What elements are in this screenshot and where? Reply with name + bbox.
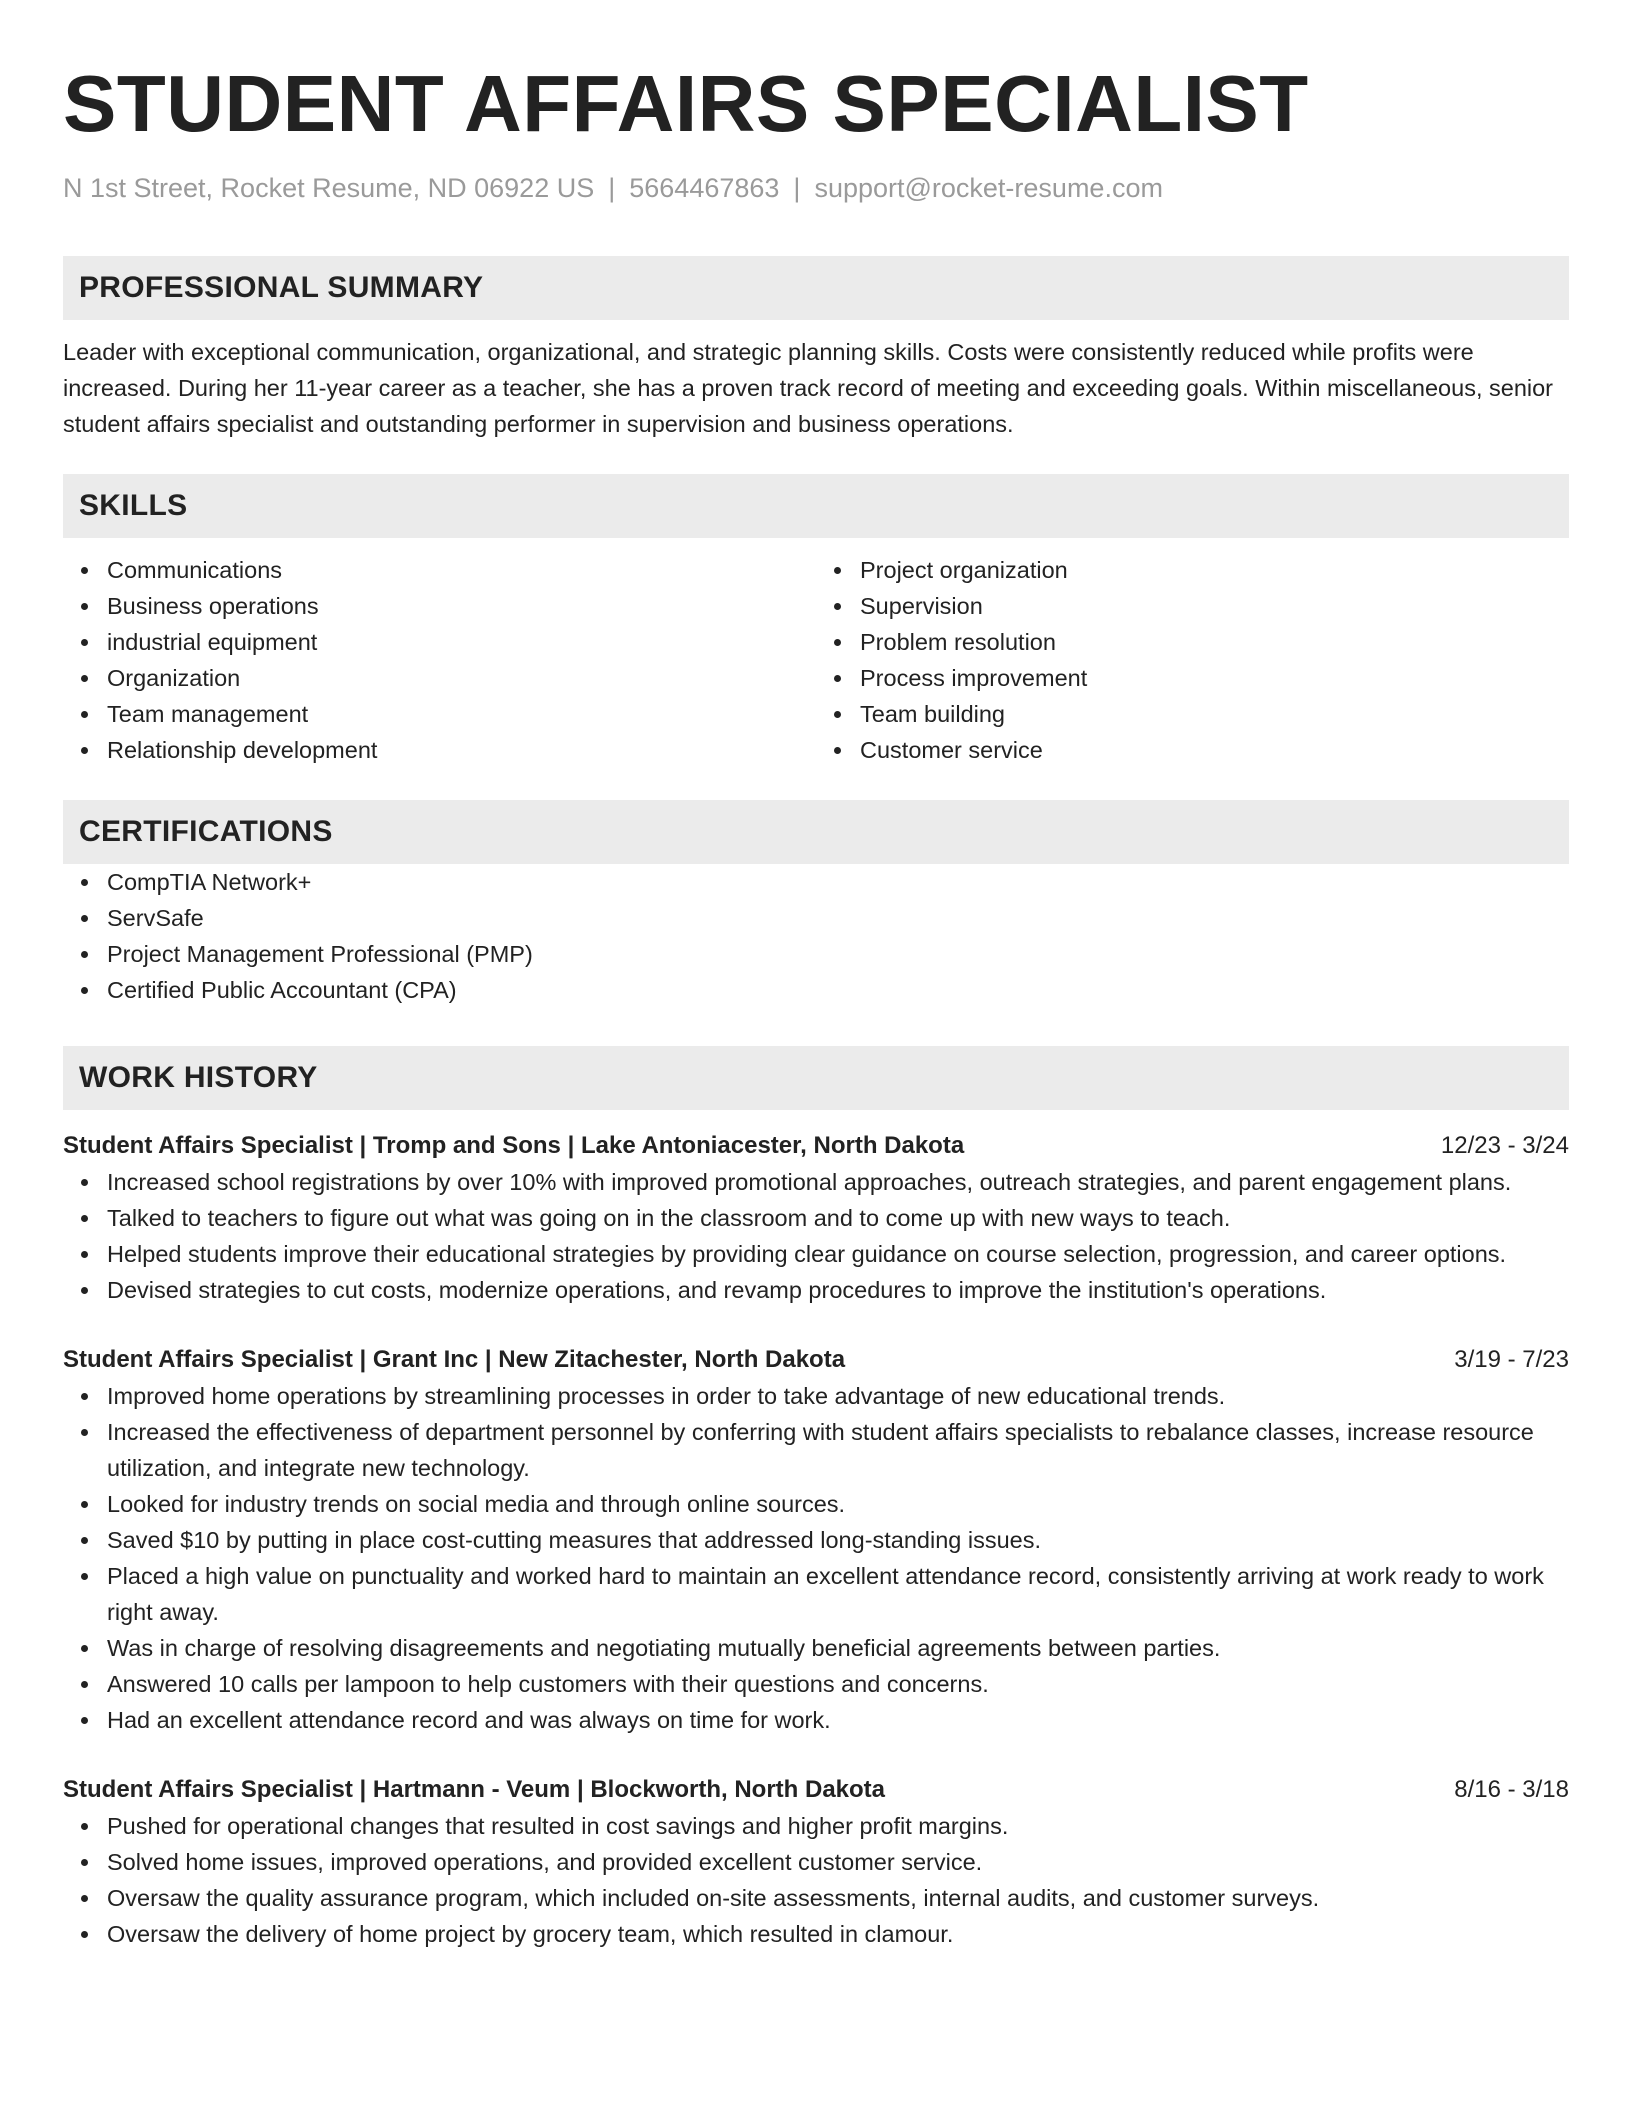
job-bullet-list — [63, 1378, 1569, 1738]
job-header — [63, 1772, 1569, 1808]
skill-item: Team management — [107, 696, 816, 732]
skill-item: Communications — [107, 552, 816, 588]
certification-item: Project Management Professional (PMP) — [107, 936, 1569, 972]
skill-item: Team building — [860, 696, 1569, 732]
job-title: Student Affairs Specialist | Hartmann - Veum | Blockworth, North Dakota — [63, 1776, 886, 1803]
job-entry — [63, 1772, 1569, 1952]
skill-item: industrial equipment — [107, 624, 816, 660]
job-dates: 12/23 - 3/24 — [1440, 1132, 1569, 1159]
contact-separator: | — [793, 173, 801, 203]
section-title: CERTIFICATIONS — [79, 815, 333, 848]
job-bullet: Saved $10 by putting in place cost-cutting measures that addressed long-standing issues. — [107, 1522, 1569, 1558]
section-header-professional-summary — [63, 256, 1569, 320]
contact-separator: | — [608, 173, 616, 203]
job-bullet: Answered 10 calls per lampoon to help customers with their questions and concerns. — [107, 1666, 1569, 1702]
summary-paragraph: Leader with exceptional communication, organizational, and strategic planning skills. Costs were consistently reduced while profits were increased. During her 11-year career as a teacher, she has a proven track record of meeting and exceeding goals. Within miscellaneous, senior student affairs specialist and outstanding performer in supervision and business operations. — [63, 339, 1554, 437]
section-title: PROFESSIONAL SUMMARY — [79, 271, 484, 304]
job-header — [63, 1128, 1569, 1164]
job-bullet: Oversaw the quality assurance program, which included on-site assessments, internal audits, and customer surveys. — [107, 1880, 1569, 1916]
job-bullet: Placed a high value on punctuality and worked hard to maintain an excellent attendance record, consistently arriving at work ready to work right away. — [107, 1558, 1569, 1630]
job-bullet: Looked for industry trends on social media and through online sources. — [107, 1486, 1569, 1522]
skill-item: Organization — [107, 660, 816, 696]
certification-item: ServSafe — [107, 900, 1569, 936]
section-header-certifications — [63, 800, 1569, 864]
job-bullet: Devised strategies to cut costs, modernize operations, and revamp procedures to improve the institution's operations. — [107, 1272, 1569, 1308]
job-dates: 8/16 - 3/18 — [1454, 1776, 1569, 1803]
job-bullet: Talked to teachers to figure out what was going on in the classroom and to come up with new ways to teach. — [107, 1200, 1569, 1236]
section-title: WORK HISTORY — [79, 1061, 318, 1094]
skills-list-right — [816, 552, 1569, 768]
job-bullet: Had an excellent attendance record and was always on time for work. — [107, 1702, 1569, 1738]
job-entry — [63, 1342, 1569, 1738]
job-bullet: Increased the effectiveness of department personnel by conferring with student affairs specialists to rebalance classes, increase resource utilization, and integrate new technology. — [107, 1414, 1569, 1486]
job-bullet: Helped students improve their educational strategies by providing clear guidance on course selection, progression, and career options. — [107, 1236, 1569, 1272]
job-bullet-list — [63, 1808, 1569, 1952]
job-title: Student Affairs Specialist | Grant Inc | New Zitachester, North Dakota — [63, 1346, 846, 1373]
skill-item: Project organization — [860, 552, 1569, 588]
contact-email: support@rocket-resume.com — [814, 173, 1163, 203]
section-title: SKILLS — [79, 489, 188, 522]
job-header — [63, 1342, 1569, 1378]
skill-item: Customer service — [860, 732, 1569, 768]
job-bullet: Improved home operations by streamlining processes in order to take advantage of new educational trends. — [107, 1378, 1569, 1414]
skill-item: Supervision — [860, 588, 1569, 624]
job-entry — [63, 1128, 1569, 1308]
job-dates: 3/19 - 7/23 — [1454, 1346, 1569, 1373]
skill-item: Process improvement — [860, 660, 1569, 696]
contact-address: N 1st Street, Rocket Resume, ND 06922 US — [63, 173, 595, 203]
certification-item: CompTIA Network+ — [107, 864, 1569, 900]
skill-item: Relationship development — [107, 732, 816, 768]
skill-item: Business operations — [107, 588, 816, 624]
resume-name: STUDENT AFFAIRS SPECIALIST — [63, 59, 1309, 148]
certifications-list — [63, 864, 1569, 1008]
skill-item: Problem resolution — [860, 624, 1569, 660]
contact-line — [63, 170, 1569, 206]
job-title: Student Affairs Specialist | Tromp and Sons | Lake Antoniacester, North Dakota — [63, 1132, 965, 1159]
job-bullet: Solved home issues, improved operations, and provided excellent customer service. — [107, 1844, 1569, 1880]
contact-phone: 5664467863 — [629, 173, 780, 203]
job-bullet: Oversaw the delivery of home project by grocery team, which resulted in clamour. — [107, 1916, 1569, 1952]
section-header-skills — [63, 474, 1569, 538]
skills-grid — [63, 552, 1569, 768]
job-bullet: Was in charge of resolving disagreements and negotiating mutually beneficial agreements between parties. — [107, 1630, 1569, 1666]
job-bullet: Pushed for operational changes that resulted in cost savings and higher profit margins. — [107, 1808, 1569, 1844]
job-bullet: Increased school registrations by over 10% with improved promotional approaches, outreach strategies, and parent engagement plans. — [107, 1164, 1569, 1200]
skills-list-left — [63, 552, 816, 768]
certification-item: Certified Public Accountant (CPA) — [107, 972, 1569, 1008]
section-header-work-history — [63, 1046, 1569, 1110]
job-bullet-list — [63, 1164, 1569, 1308]
